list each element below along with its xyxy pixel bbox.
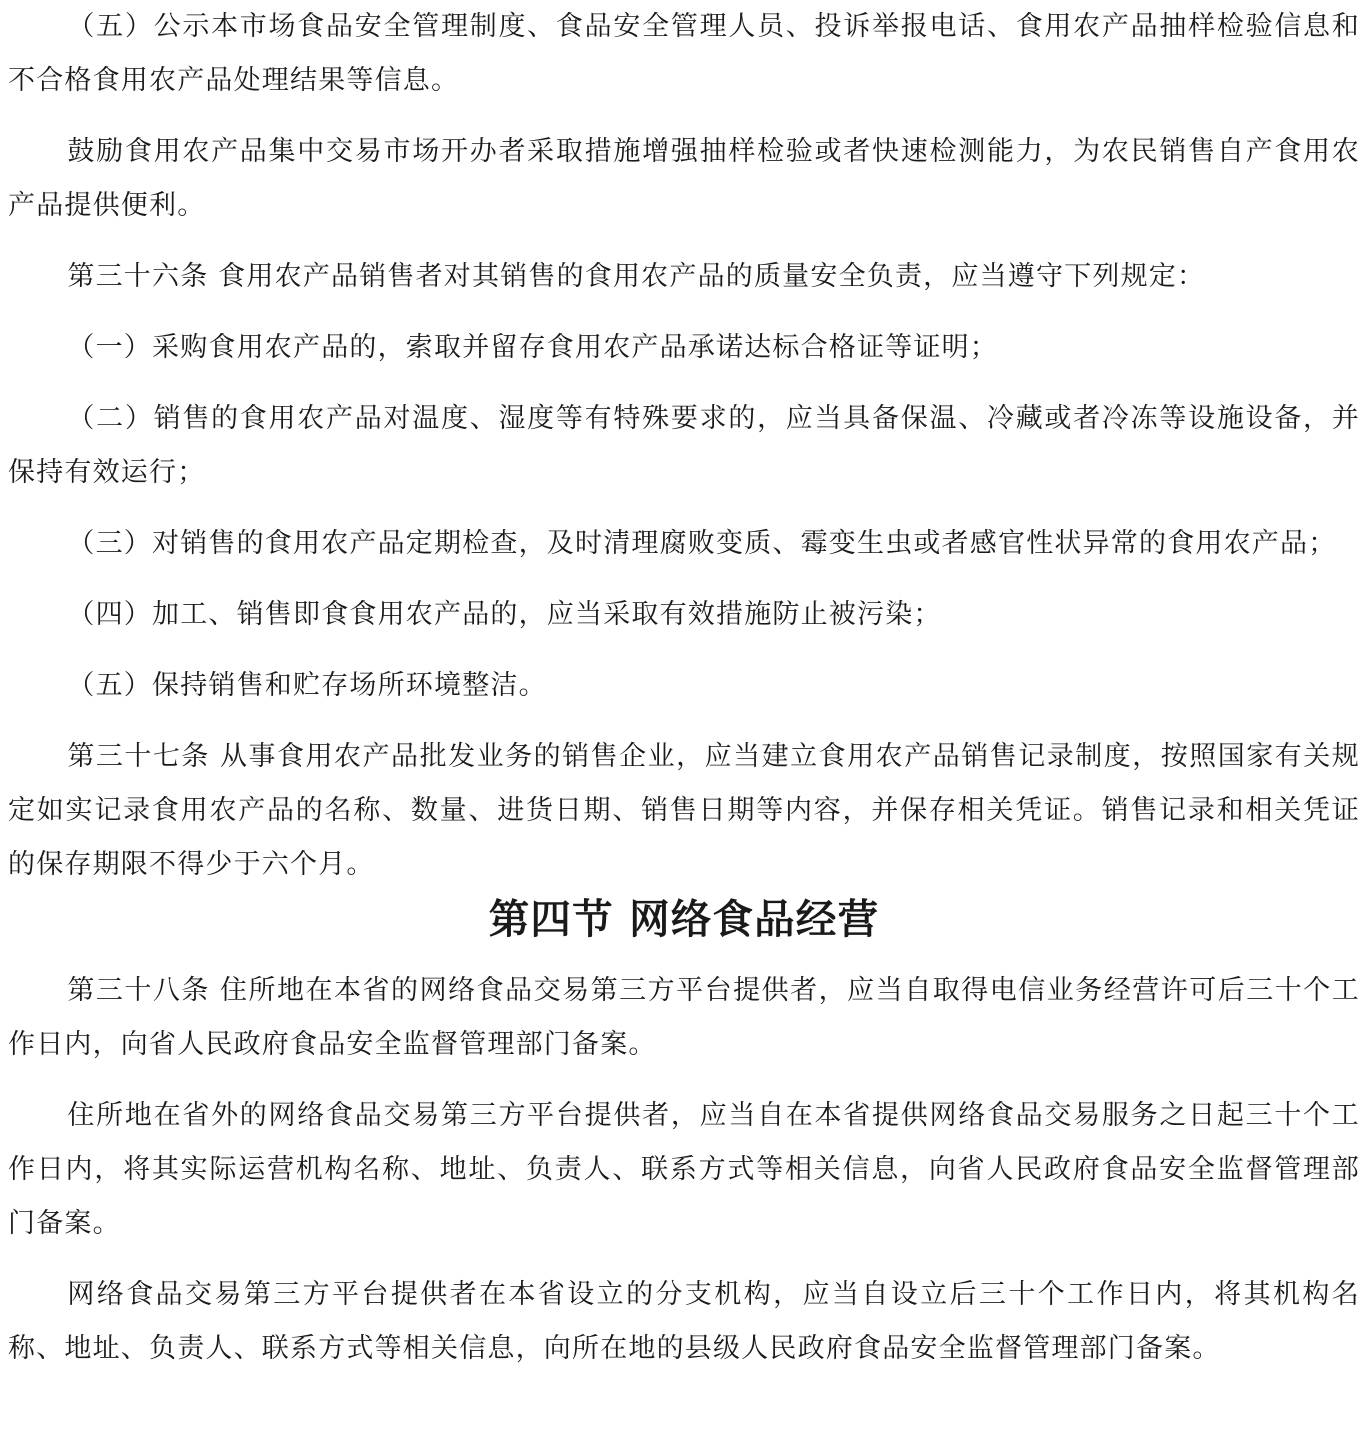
paragraph-market-disclosure: （五）公示本市场食品安全管理制度、食品安全管理人员、投诉举报电话、食用农产品抽样检验信息和不合格食用农产品处理结果等信息。 bbox=[8, 11, 1360, 96]
paragraph-article-36-item-5: （五）保持销售和贮存场所环境整洁。 bbox=[67, 670, 547, 701]
paragraph-article-36: 第三十六条 食用农产品销售者对其销售的食用农产品的质量安全负责，应当遵守下列规定： bbox=[67, 261, 1206, 292]
paragraph-article-37: 第三十七条 从事食用农产品批发业务的销售企业，应当建立食用农产品销售记录制度，按照国家有关规定如实记录食用农产品的名称、数量、进货日期、销售日期等内容，并保存相关凭证。销售记录和相关凭证的保存期限不得少于六个月。 bbox=[8, 741, 1360, 880]
paragraph-article-38: 第三十八条 住所地在本省的网络食品交易第三方平台提供者，应当自取得电信业务经营许可后三十个工作日内，向省人民政府食品安全监督管理部门备案。 bbox=[8, 975, 1360, 1060]
document-body bbox=[8, 0, 1360, 1376]
paragraph-out-of-province-platform: 住所地在省外的网络食品交易第三方平台提供者，应当自在本省提供网络食品交易服务之日起三十个工作日内，将其实际运营机构名称、地址、负责人、联系方式等相关信息，向省人民政府食品安全监督管理部门备案。 bbox=[8, 1100, 1360, 1239]
paragraph-branch-filing: 网络食品交易第三方平台提供者在本省设立的分支机构，应当自设立后三十个工作日内，将其机构名称、地址、负责人、联系方式等相关信息，向所在地的县级人民政府食品安全监督管理部门备案。 bbox=[8, 1279, 1360, 1364]
paragraph-article-36-item-1: （一）采购食用农产品的，索取并留存食用农产品承诺达标合格证等证明； bbox=[67, 332, 998, 363]
section-heading: 第四节 网络食品经营 bbox=[488, 895, 880, 943]
heading-spacer bbox=[8, 946, 1360, 964]
paragraph-article-36-item-2: （二）销售的食用农产品对温度、湿度等有特殊要求的，应当具备保温、冷藏或者冷冻等设施设备，并保持有效运行； bbox=[8, 403, 1360, 488]
paragraph-article-36-item-3: （三）对销售的食用农产品定期检查，及时清理腐败变质、霉变生虫或者感官性状异常的食用农产品； bbox=[67, 528, 1337, 559]
paragraph-article-36-item-4: （四）加工、销售即食食用农产品的，应当采取有效措施防止被污染； bbox=[67, 599, 942, 630]
paragraph-encourage-testing: 鼓励食用农产品集中交易市场开办者采取措施增强抽样检验或者快速检测能力，为农民销售自产食用农产品提供便利。 bbox=[8, 136, 1360, 221]
